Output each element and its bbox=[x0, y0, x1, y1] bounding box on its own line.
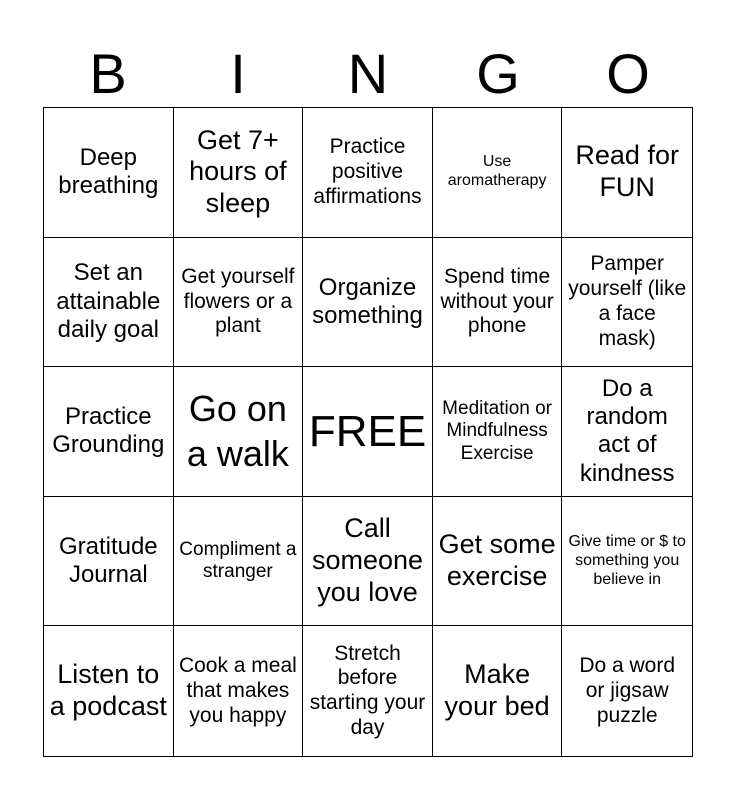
bingo-cell[interactable]: Get 7+ hours of sleep bbox=[174, 108, 304, 238]
bingo-cell[interactable]: Do a word or jigsaw puzzle bbox=[579, 654, 676, 727]
bingo-board bbox=[43, 107, 693, 757]
bingo-cell[interactable]: Do a random act of kindness bbox=[562, 367, 692, 497]
bingo-cell[interactable]: Gratitude Journal bbox=[44, 497, 174, 627]
bingo-cell[interactable]: Meditation or Mindfulness Exercise bbox=[433, 367, 563, 497]
bingo-cell[interactable]: Spend time without your phone bbox=[433, 238, 563, 368]
header-letter-b: B bbox=[89, 42, 127, 105]
bingo-cell[interactable]: Listen to a podcast bbox=[44, 626, 174, 756]
bingo-cell[interactable]: Go on a walk bbox=[174, 367, 304, 497]
bingo-cell[interactable]: Compliment a stranger bbox=[174, 497, 304, 627]
header-letter-g: G bbox=[476, 42, 520, 105]
bingo-cell[interactable]: Practice positive affirmations bbox=[303, 108, 433, 238]
bingo-cell[interactable]: Pamper yourself (like a face mask) bbox=[562, 238, 692, 368]
bingo-cell[interactable]: Use aromatherapy bbox=[433, 108, 563, 238]
header-letter-o: O bbox=[606, 42, 650, 105]
bingo-cell[interactable]: Deep breathing bbox=[44, 108, 174, 238]
free-space[interactable]: FREE bbox=[303, 367, 433, 497]
bingo-cell[interactable]: Practice Grounding bbox=[44, 367, 174, 497]
bingo-header bbox=[43, 40, 693, 108]
bingo-cell[interactable]: Make your bed bbox=[433, 626, 563, 756]
bingo-cell[interactable]: Set an attainable daily goal bbox=[44, 238, 174, 368]
bingo-cell[interactable]: Get yourself flowers or a plant bbox=[174, 238, 304, 368]
bingo-cell[interactable]: Stretch before starting your day bbox=[303, 626, 433, 756]
bingo-cell[interactable]: Call someone you love bbox=[303, 497, 433, 627]
bingo-cell[interactable]: Organize something bbox=[303, 238, 433, 368]
bingo-cell[interactable]: Give time or $ to something you believe in bbox=[562, 497, 692, 627]
header-letter-i: I bbox=[230, 42, 246, 105]
bingo-cell[interactable]: Get some exercise bbox=[433, 497, 563, 627]
bingo-cell[interactable]: Read for FUN bbox=[562, 108, 692, 238]
bingo-cell[interactable]: Cook a meal that makes you happy bbox=[174, 626, 304, 756]
header-letter-n: N bbox=[347, 42, 389, 105]
